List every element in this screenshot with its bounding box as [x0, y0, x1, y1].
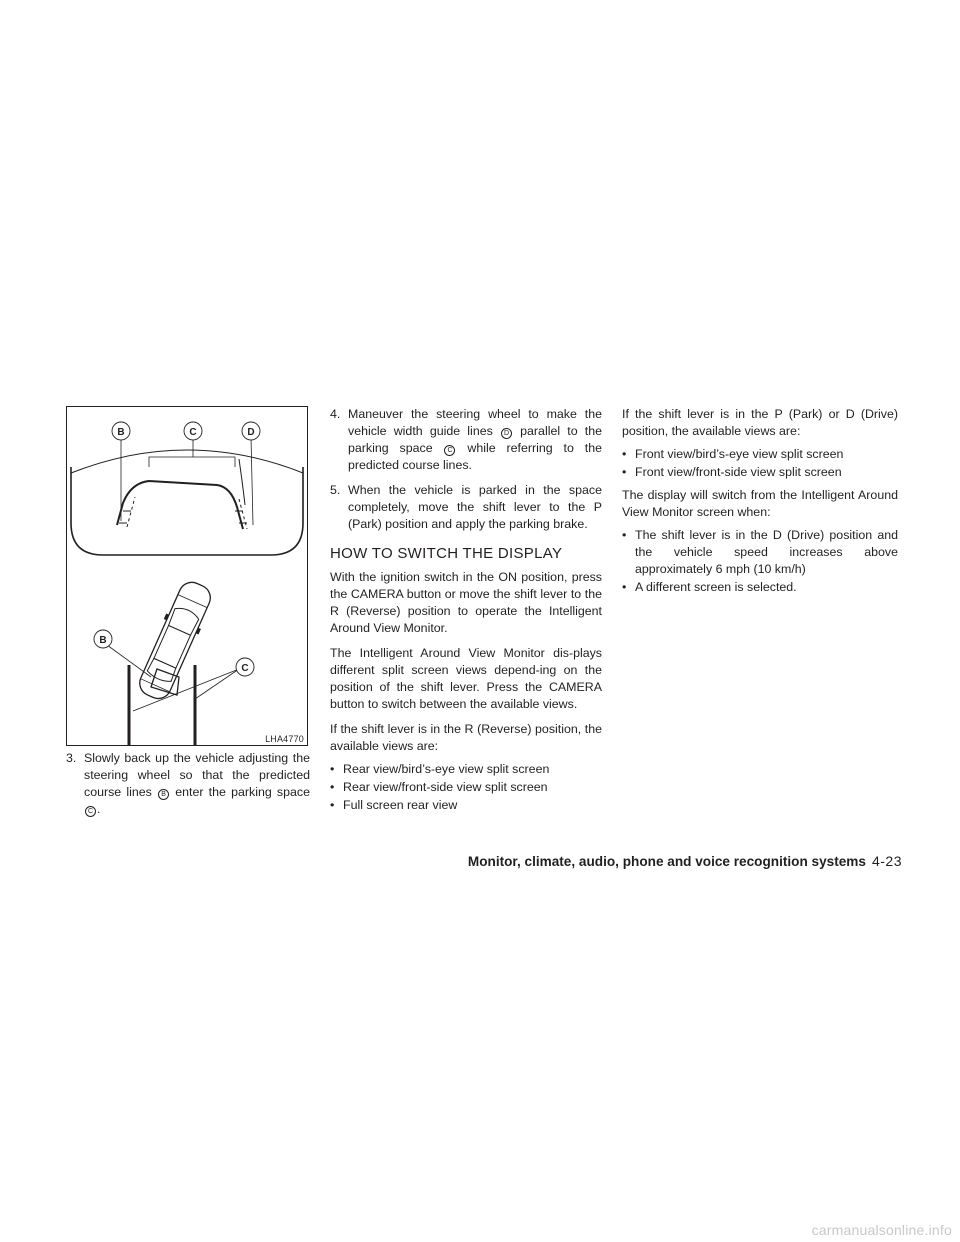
page-number: 4-23 — [871, 853, 902, 869]
screen-parking-line-right — [239, 459, 245, 505]
callout-b-label: B — [117, 427, 125, 438]
parking-guide-illustration — [66, 406, 308, 746]
paragraph: The Intelligent Around View Monitor dis-plays different split screen views depend-ing on the position of the shift lever. Press the CAMERA button to switch between the available views. — [330, 646, 602, 711]
step-5: 5. When the vehicle is parked in the space completely, move the shift lever to the P (Park) position and apply the parking brake. — [330, 483, 602, 531]
ref-b-icon: B — [158, 789, 169, 800]
callout-b-bottom-label: B — [99, 635, 107, 646]
list-item: • Rear view/front-side view split screen — [330, 780, 548, 794]
paragraph: The display will switch from the Intelligent Around View Monitor screen when: — [622, 488, 898, 519]
list-item: • Front view/front-side view split screen — [622, 465, 842, 479]
step-4: 4. Maneuver the steering wheel to make the vehicle width guide lines D parallel to the parking space C while referring to the predicted course lines. — [330, 407, 602, 472]
ref-d-icon: D — [501, 428, 512, 439]
paragraph: If the shift lever is in the P (Park) or D (Drive) position, the available views are: — [622, 407, 898, 438]
monitor-screen-outline — [71, 467, 303, 555]
predicted-course-line-left — [117, 481, 217, 525]
list-item: • The shift lever is in the D (Drive) position and the vehicle speed increases above approximately 6 mph (10 km/h) — [622, 528, 898, 576]
width-guide-right — [239, 499, 247, 529]
ref-c-icon: C — [85, 806, 96, 817]
width-guide-left — [127, 497, 135, 527]
callout-d-label: D — [247, 427, 255, 438]
section-heading: HOW TO SWITCH THE DISPLAY — [330, 545, 563, 562]
paragraph: With the ignition switch in the ON position, press the CAMERA button or move the shift lever to the R (Reverse) position to operate the Intelligent Around View Monitor. — [330, 570, 602, 635]
predicted-course-line-right — [217, 485, 243, 529]
column-1 — [66, 750, 310, 818]
vehicle-top-view — [133, 577, 217, 704]
step-number: 3. — [66, 751, 77, 765]
list-item: • Full screen rear view — [330, 798, 458, 812]
page-footer — [412, 853, 902, 873]
parking-diagram — [67, 407, 307, 745]
list-item: • Rear view/bird’s-eye view split screen — [330, 762, 550, 776]
ref-c-icon: C — [444, 445, 455, 456]
list-item: • A different screen is selected. — [622, 580, 797, 594]
list-item: • Front view/bird’s-eye view split screen — [622, 447, 844, 461]
paragraph: If the shift lever is in the R (Reverse) position, the available views are: — [330, 722, 602, 753]
figure-id: LHA4770 — [265, 734, 304, 744]
column-2 — [330, 406, 602, 814]
callout-c-label: C — [189, 427, 197, 438]
watermark: carmanualsonline.info — [811, 1222, 952, 1238]
chapter-title: Monitor, climate, audio, phone and voice recognition systems — [467, 854, 866, 869]
step-3: 3. Slowly back up the vehicle adjusting the steering wheel so that the predicted course lines B enter the parking space C . — [66, 751, 310, 816]
column-3 — [622, 406, 898, 596]
screen-horizon-arc — [71, 450, 303, 473]
callout-c-bottom-label: C — [241, 663, 249, 674]
